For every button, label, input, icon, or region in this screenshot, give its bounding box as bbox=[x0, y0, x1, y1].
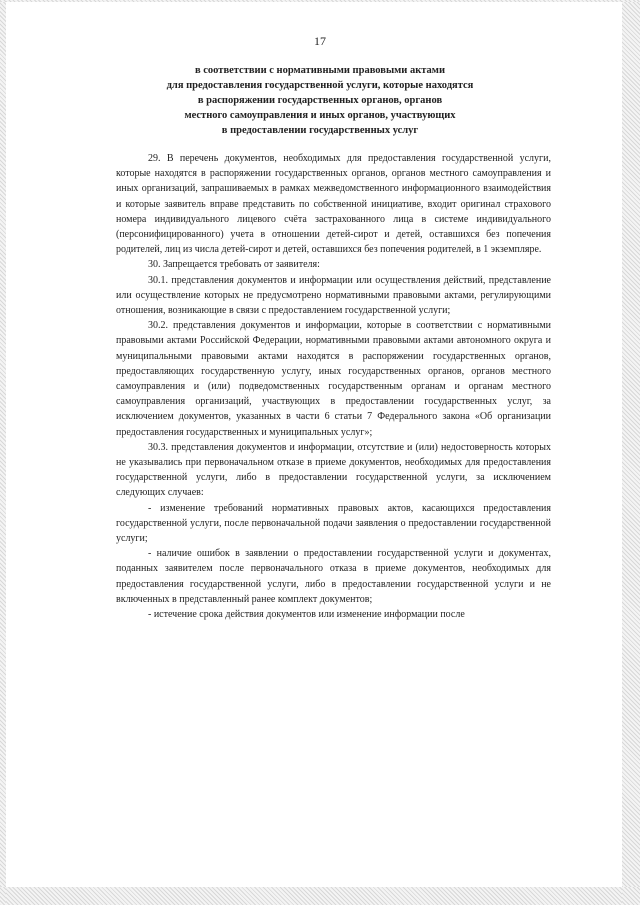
heading-line: в предоставлении государственных услуг bbox=[221, 125, 419, 136]
paragraph-30-1: 30.1. представления документов и информации или осуществления действий, представление или осуществление которых не предусмотрено нормативными правовыми актами, регулирующими отношения, возникающие в связи с предоставлением государственной услуги; bbox=[116, 274, 551, 317]
heading-line: в соответствии с нормативными правовыми актами bbox=[194, 65, 446, 76]
heading-line: местного самоуправления и иных органов, участвующих bbox=[184, 110, 456, 121]
heading-line: в распоряжении государственных органов, органов bbox=[197, 95, 443, 106]
paragraph-30-3: 30.3. представления документов и информации, отсутствие и (или) недостоверность которых не указывались при первоначальном отказе в приеме документов, необходимых для предоставления государственной услуги, либо в предоставлении государственной услуги, за исключением следующих случаев: bbox=[116, 441, 551, 499]
section-heading bbox=[120, 63, 520, 138]
paragraph-30-2: 30.2. представления документов и информации, которые в соответствии с нормативными правовыми актами Российской Федерации, нормативными правовыми актами автономного округа и муниципальными правовыми актами находятся в распоряжении государственных органов, предоставляющих государственную услугу, иных государственных органов, органов местного самоуправления и (или) подведомственных государственным органам и органам местного самоуправления организаций, участвующих в предоставлении государственных услуг, за исключением документов, указанных в части 6 статьи 7 Федерального закона «Об организации предоставления государственных и муниципальных услуг»; bbox=[116, 320, 551, 438]
paragraph-29: 29. В перечень документов, необходимых для предоставления государственной услуги, которые находятся в распоряжении государственных органов, органов местного самоуправления и иных организаций, запрашиваемых в рамках межведомственного информационного взаимодействия и которые заявитель вправе представить по собственной инициативе, входит оригинал страхового номера индивидуального лицевого счёта застрахованного лица в системе индивидуального (персонифицированного) учета в отношении детей-сирот и детей, оставшихся без попечения родителей, лиц из числа детей-сирот и детей, оставшихся без попечения родителей, в 1 экземпляре. bbox=[116, 153, 551, 256]
page-number: 17 bbox=[314, 34, 326, 48]
list-item-expiry: - истечение срока действия документов или изменение информации после bbox=[148, 609, 465, 621]
heading-line: для предоставления государственной услуги, которые находятся bbox=[166, 80, 474, 91]
paragraph-30: 30. Запрещается требовать от заявителя: bbox=[148, 259, 320, 271]
list-item-requirements-change: - изменение требований нормативных правовых актов, касающихся предоставления государственной услуги, после первоначальной подачи заявления о предоставлении государственной услуги; bbox=[116, 502, 551, 545]
list-item-errors: - наличие ошибок в заявлении о предоставлении государственной услуги и документах, поданных заявителем после первоначального отказа в приеме документов, необходимых для предоставления государственной услуги, либо в предоставлении государственной услуги и не включенных в представленный ранее комплект документов; bbox=[116, 548, 551, 605]
document-body bbox=[116, 151, 551, 622]
